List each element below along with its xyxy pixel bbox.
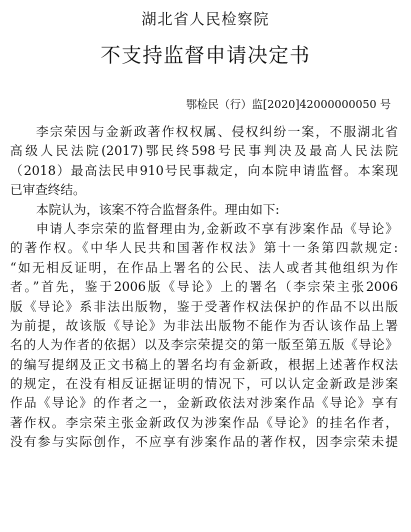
body-text-line: 名的人为作者的依据）以及李宗荣提交的第一版至第五版《导论》 bbox=[10, 337, 398, 353]
body-text-line: 版《导论》系非法出版物，鉴于受著作权法保护的作品不以出版 bbox=[10, 298, 398, 314]
body-text-line: 本院认为，该案不符合监督条件。理由如下: bbox=[36, 201, 280, 217]
body-text-line: 没有参与实际创作，不应享有涉案作品的著作权，因李宗荣未提 bbox=[10, 434, 398, 450]
document-number: 鄂检民（行）监[2020]42000000050 号 bbox=[185, 98, 391, 111]
body-text-line: 的编写提纲及正文书稿上的署名均有金新政，根据上述著作权法 bbox=[10, 356, 398, 372]
body-text-line: 李宗荣因与金新政著作权权属、侵权纠纷一案，不服湖北省 bbox=[36, 124, 398, 139]
body-text-line: （2018）最高法民申910号民事裁定，向本院申请监督。本案现 bbox=[10, 162, 398, 178]
body-text-line: 著作权。李宗荣主张金新政仅为涉案作品《导论》的挂名作者， bbox=[10, 414, 398, 430]
body-text-line: 高级人民法院(2017)鄂民终598号民事判决及最高人民法院 bbox=[10, 143, 398, 159]
body-text-line: 的规定，在没有相反证据证明的情况下，可以认定金新政是涉案 bbox=[10, 376, 398, 392]
body-text-line: “如无相反证明，在作品上署名的公民、法人或者其他组织为作 bbox=[10, 259, 398, 275]
body-text-line: 作品《导论》的作者之一，金新政依法对涉案作品《导论》享有 bbox=[10, 395, 398, 411]
body-text-line: 申请人李宗荣的监督理由为,金新政不享有涉案作品《导论》 bbox=[36, 220, 398, 236]
body-text-line: 为前提，故该版《导论》为非法出版物不能作为否认该作品上署 bbox=[10, 317, 398, 333]
document-body bbox=[10, 122, 398, 452]
document-title: 不支持监督申请决定书 bbox=[100, 43, 311, 67]
issuing-organization: 湖北省人民检察院 bbox=[141, 10, 270, 28]
body-text-line: 已审查终结。 bbox=[10, 182, 86, 198]
body-text-line: 的著作权。《中华人民共和国著作权法》第十一条第四款规定: bbox=[10, 240, 398, 256]
body-text-line: 者。”首先，鉴于2006版《导论》上的署名（李宗荣主张2006 bbox=[10, 279, 398, 295]
